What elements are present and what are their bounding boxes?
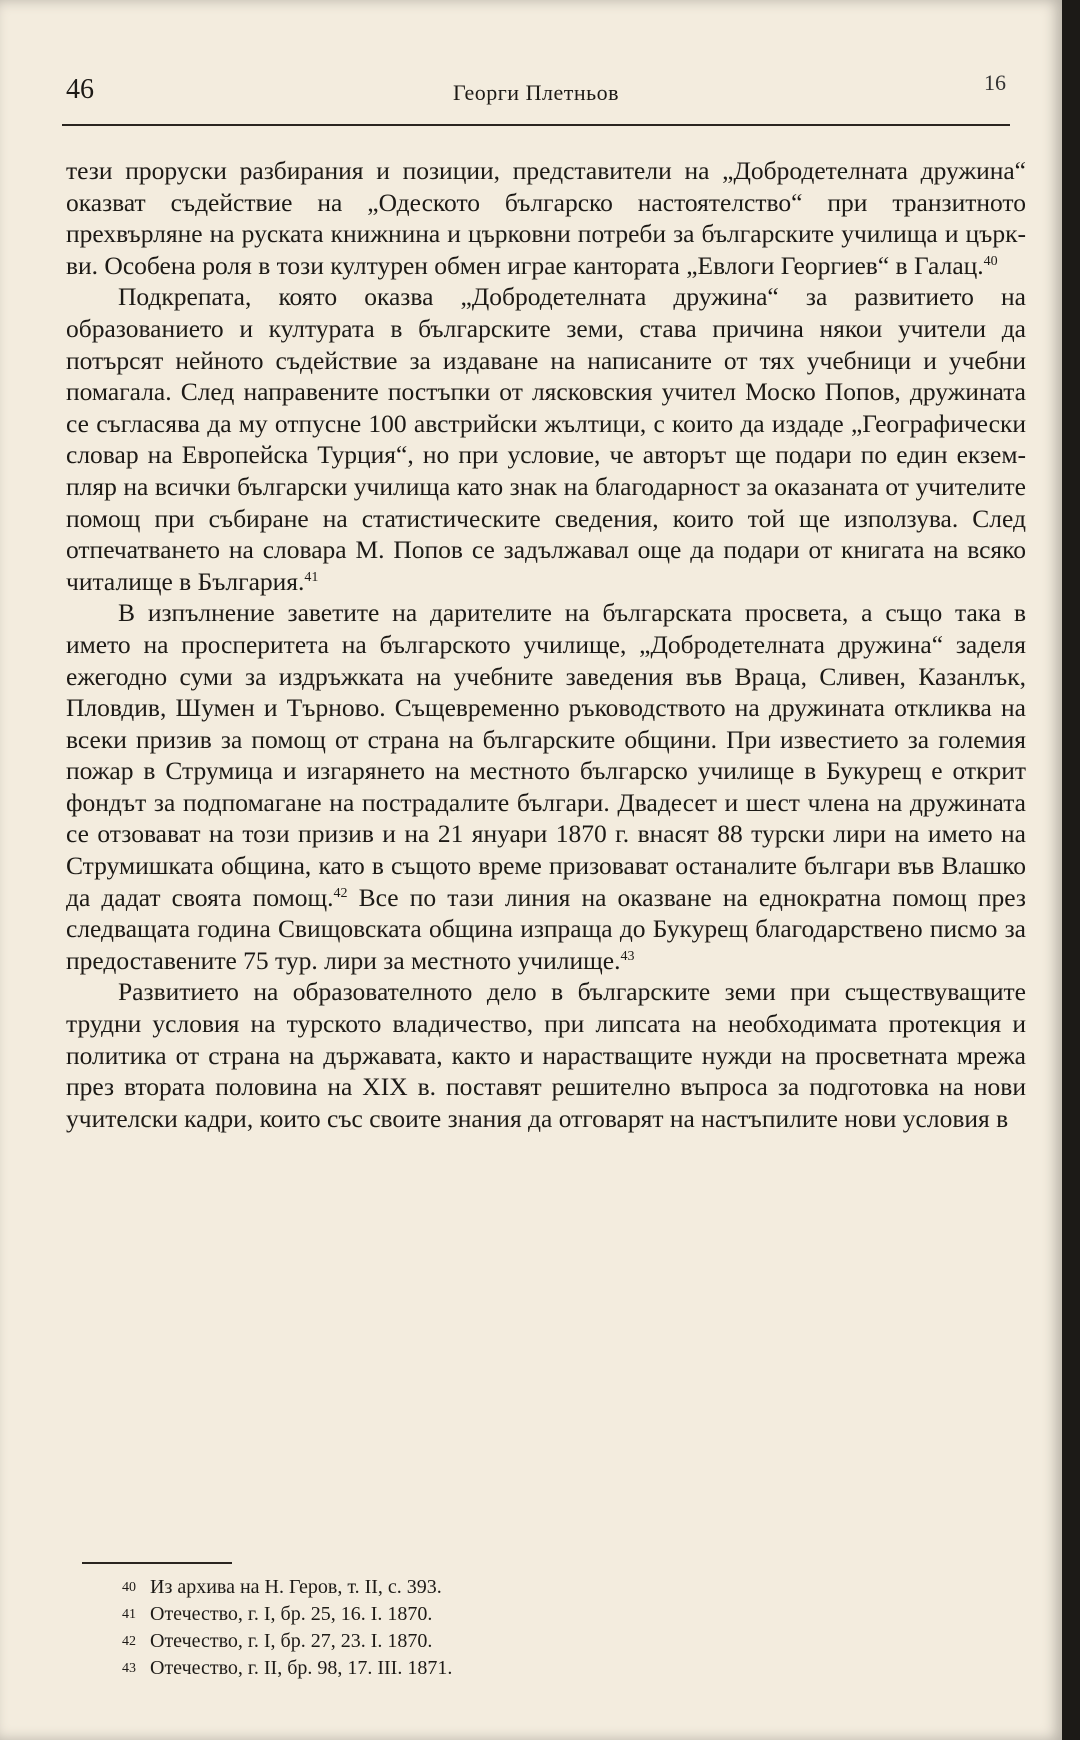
running-title: Георги Плетньов	[452, 80, 620, 105]
paragraph: Подкрепата, която оказва „Добродетелната дружина“ за развитието на образованието и културата в българските земи, става причина някои учители да потърсят нейното съдействие за издаване на написаните от тях учебници и учебни помагала. След направените постъпки от лясковския учител Моско Попов, дружината се съгласява да му отпусне 100 австрийски жълтици, с които да издаде „Географически словар на Европейска Турция“, но при условие, че авторът ще подари по един екземпляр на всички български училища като знак на благодарност за оказаната от учителите помощ при събиране на статистическите сведения, които той ще използува. След отпечатването на словара М. Попов се задължавал още да подари от книгата на всяко читалище в България.$^{41}$	[66, 282, 1026, 596]
footnote: 43 Отечество, г. II, бр. 98, 17. III. 1871.	[122, 1657, 453, 1679]
footnote-ref: 42	[333, 885, 348, 901]
paragraph: В изпълнение заветите на дарителите на българската просвета, а също така в името на просперитета на българското училище, „Добродетелната дружина“ заделя ежегодно суми за издръжката на учебните заведения във Враца, Сливен, Казанлък, Пловдив, Шумен и Търново. Същевременно ръководството на дружината откликва на всеки призив за помощ от страна на българските общини. При известието за големия пожар в Струмица и изгарянето на местното българско училище в Букурещ е открит фондът за подпомагане на пострадалите българи. Двадесет и шест члена на дружината се отзовават на този призив и на 21 януари 1870 г. внасят 88 турски лири на името на Струмишката община, като в същото време призовават останалите българи във Влашко да дадат своята помощ.$^{42}$ Все по тази линия на оказване на еднократна помощ през следващата година Свищовската община изпраща до Букурещ благодарствено писмо за предоставените 75 тур. лири за местното училище.$^{43}$	[66, 598, 1026, 975]
paragraph: тези проруски разбирания и позиции, представители на „Добродетелната дружина“ оказват съдействие на „Одеското българско настоятелство“ при транзитното прехвърляне на руската книжнина и църковни потреби за българските училища и църкви. Особена роля в този културен обмен играе кантората „Евлоги Георгиев“ в Галац.$^{40}$	[66, 156, 1026, 280]
page-number: 46	[66, 74, 94, 105]
footnote: 40 Из архива на Н. Геров, т. II, с. 393.	[122, 1576, 442, 1598]
body-text	[66, 155, 1026, 1134]
page-header	[66, 70, 1006, 114]
footnote-rule	[82, 1562, 232, 1564]
footnote-ref: 40	[983, 253, 998, 269]
footnote: 41 Отечество, г. I, бр. 25, 16. I. 1870.	[122, 1603, 433, 1625]
paragraph: Развитието на образователното дело в българските земи при съществуващите трудни условия на турското владичество, при липсата на необходимата протекция и политика от страна на държавата, както и нарастващите нужди на просветната мрежа през втората половина на XIX в. поставят решително въпроса за подготовка на нови учителски кадри, които със своите знания да отговарят на настъпилите нови условия в	[66, 977, 1026, 1133]
footnotes	[122, 1574, 850, 1682]
footnote-ref: 41	[304, 569, 319, 585]
footnote: 42 Отечество, г. I, бр. 27, 23. I. 1870.	[122, 1630, 433, 1652]
header-rule	[62, 124, 1010, 126]
archive-page-number: 16	[984, 70, 1006, 95]
footnote-ref: 43	[620, 948, 635, 964]
